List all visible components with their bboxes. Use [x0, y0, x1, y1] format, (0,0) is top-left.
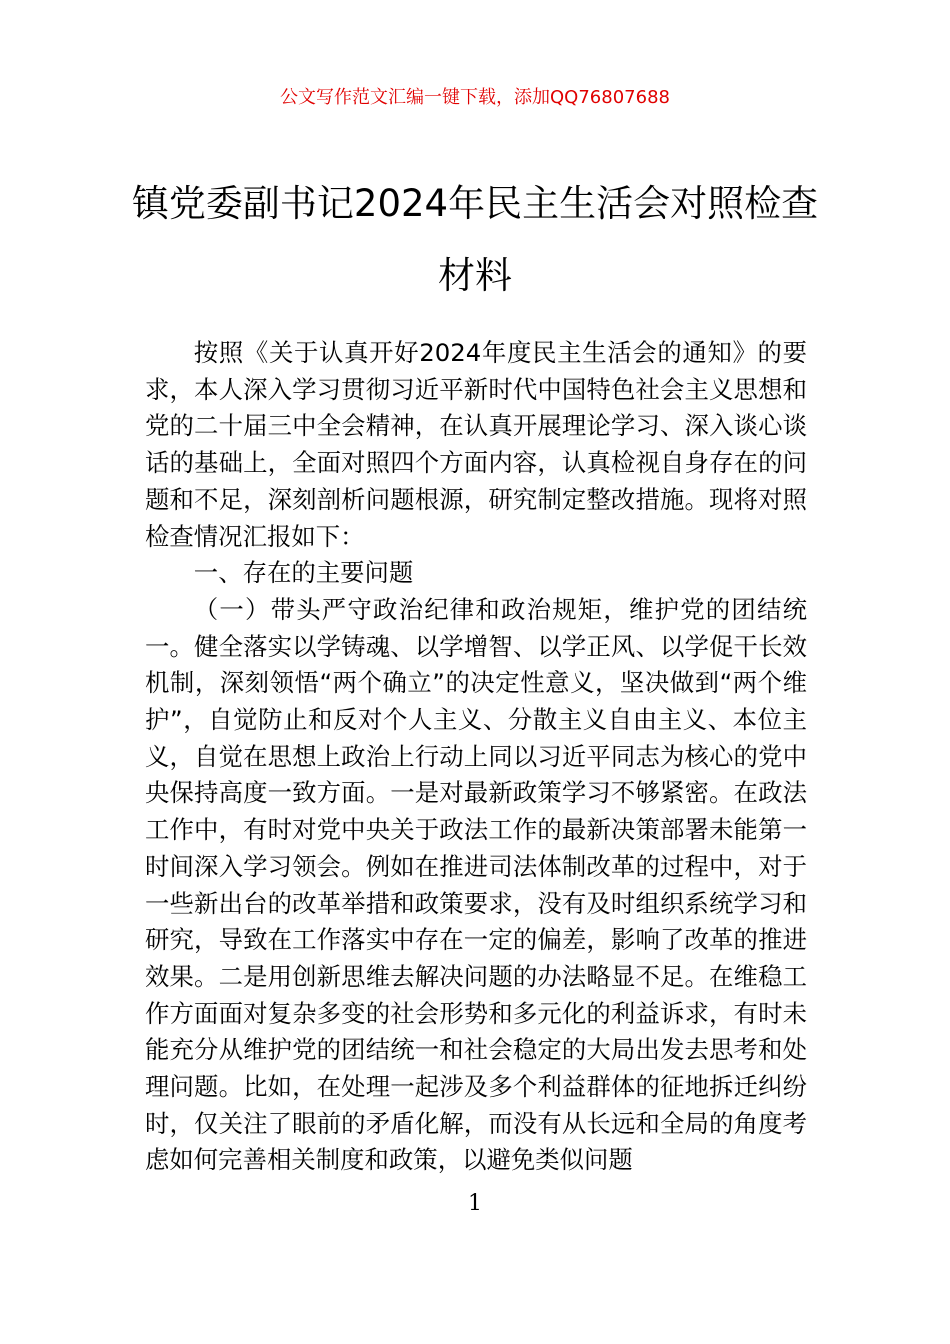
body-paragraph: （一）带头严守政治纪律和政治规矩，维护党的团结统一。健全落实以学铸魂、以学增智、以学正风、以学促干长效机制，深刻领悟“两个确立”的决定性意义，坚决做到“两个维护”，自觉防止和反对个人主义、分散主义自由主义、本位主义，自觉在思想上政治上行动上同以习近平同志为核心的党中央保持高度一致方面。一是对最新政策学习不够紧密。在政法工作中，有时对党中央关于政法工作的最新决策部署未能第一时间深入学习领会。例如在推进司法体制改革的过程中，对于一些新出台的改革举措和政策要求，没有及时组织系统学习和研究，导致在工作落实中存在一定的偏差，影响了改革的推进效果。二是用创新思维去解决问题的办法略显不足。在维稳工作方面面对复杂多变的社会形势和多元化的利益诉求，有时未能充分从维护党的团结统一和社会稳定的大局出发去思考和处理问题。比如，在处理一起涉及多个利益群体的征地拆迁纠纷时，仅关注了眼前的矛盾化解，而没有从长远和全局的角度考虑如何完善相关制度和政策，以避免类似问题 — [145, 594, 807, 1175]
document-body — [145, 335, 807, 1179]
download-notice: 公文写作范文汇编一键下载，添加QQ76807688 — [280, 87, 670, 108]
intro-paragraph: 按照《关于认真开好2024年度民主生活会的通知》的要求，本人深入学习贯彻习近平新时代中国特色社会主义思想和党的二十届三中全会精神，在认真开展理论学习、深入谈心谈话的基础上，全面对照四个方面内容，认真检视自身存在的问题和不足，深刻剖析问题根源，研究制定整改措施。现将对照检查情况汇报如下： — [145, 338, 807, 551]
document-title: 镇党委副书记2024年民主生活会对照检查材料 — [131, 182, 819, 297]
page-number: 1 — [468, 1191, 482, 1216]
section-heading: 一、存在的主要问题 — [193, 558, 414, 588]
